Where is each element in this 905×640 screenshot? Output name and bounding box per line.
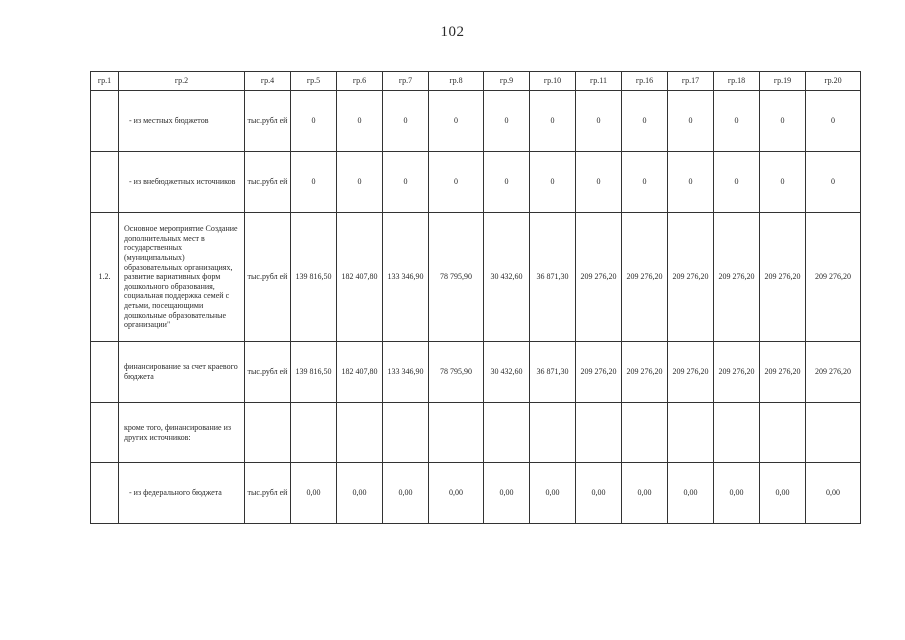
value-cell: 0 bbox=[668, 91, 714, 152]
header-cell: гр.18 bbox=[714, 72, 760, 91]
value-cell: 0,00 bbox=[714, 463, 760, 524]
table-row bbox=[91, 342, 861, 403]
value-cell: 0,00 bbox=[806, 463, 861, 524]
value-cell: 0 bbox=[530, 152, 576, 213]
value-cell: 36 871,30 bbox=[530, 213, 576, 342]
value-cell: 209 276,20 bbox=[668, 342, 714, 403]
value-cell: 0 bbox=[530, 91, 576, 152]
value-cell: 0 bbox=[806, 152, 861, 213]
row-unit: тыс.рубл ей bbox=[245, 152, 291, 213]
value-cell: 0 bbox=[383, 91, 429, 152]
value-cell: 0,00 bbox=[576, 463, 622, 524]
row-description: - из федерального бюджета bbox=[119, 463, 245, 524]
header-cell: гр.11 bbox=[576, 72, 622, 91]
value-cell: 0,00 bbox=[760, 463, 806, 524]
value-cell bbox=[484, 403, 530, 463]
value-cell: 182 407,80 bbox=[337, 213, 383, 342]
value-cell: 0 bbox=[337, 152, 383, 213]
table-row bbox=[91, 403, 861, 463]
value-cell bbox=[383, 403, 429, 463]
header-cell: гр.10 bbox=[530, 72, 576, 91]
row-number bbox=[91, 403, 119, 463]
value-cell: 0 bbox=[484, 152, 530, 213]
row-description: финансирование за счет краевого бюджета bbox=[119, 342, 245, 403]
value-cell: 0,00 bbox=[484, 463, 530, 524]
header-cell: гр.9 bbox=[484, 72, 530, 91]
value-cell: 0 bbox=[806, 91, 861, 152]
row-unit: тыс.рубл ей bbox=[245, 213, 291, 342]
header-cell: гр.17 bbox=[668, 72, 714, 91]
value-cell: 0 bbox=[714, 91, 760, 152]
header-cell: гр.20 bbox=[806, 72, 861, 91]
value-cell: 30 432,60 bbox=[484, 342, 530, 403]
row-unit bbox=[245, 403, 291, 463]
value-cell: 209 276,20 bbox=[668, 213, 714, 342]
value-cell: 209 276,20 bbox=[760, 342, 806, 403]
value-cell: 209 276,20 bbox=[714, 213, 760, 342]
value-cell: 30 432,60 bbox=[484, 213, 530, 342]
header-cell: гр.1 bbox=[91, 72, 119, 91]
value-cell: 0 bbox=[383, 152, 429, 213]
value-cell: 0 bbox=[337, 91, 383, 152]
value-cell: 139 816,50 bbox=[291, 342, 337, 403]
table-row bbox=[91, 213, 861, 342]
value-cell: 209 276,20 bbox=[760, 213, 806, 342]
row-unit: тыс.рубл ей bbox=[245, 91, 291, 152]
value-cell: 0 bbox=[760, 152, 806, 213]
value-cell: 0,00 bbox=[383, 463, 429, 524]
value-cell: 0 bbox=[291, 91, 337, 152]
header-cell: гр.16 bbox=[622, 72, 668, 91]
value-cell: 0,00 bbox=[530, 463, 576, 524]
header-cell: гр.4 bbox=[245, 72, 291, 91]
row-number bbox=[91, 463, 119, 524]
value-cell: 0 bbox=[484, 91, 530, 152]
value-cell: 209 276,20 bbox=[714, 342, 760, 403]
value-cell: 209 276,20 bbox=[806, 342, 861, 403]
table-row bbox=[91, 463, 861, 524]
value-cell: 0 bbox=[622, 91, 668, 152]
value-cell: 0 bbox=[668, 152, 714, 213]
header-cell: гр.7 bbox=[383, 72, 429, 91]
value-cell: 133 346,90 bbox=[383, 213, 429, 342]
value-cell: 139 816,50 bbox=[291, 213, 337, 342]
value-cell bbox=[429, 403, 484, 463]
value-cell: 209 276,20 bbox=[576, 342, 622, 403]
value-cell: 0 bbox=[576, 91, 622, 152]
header-cell: гр.8 bbox=[429, 72, 484, 91]
row-number bbox=[91, 91, 119, 152]
value-cell bbox=[337, 403, 383, 463]
value-cell: 0,00 bbox=[291, 463, 337, 524]
value-cell bbox=[530, 403, 576, 463]
header-cell: гр.5 bbox=[291, 72, 337, 91]
value-cell: 0 bbox=[576, 152, 622, 213]
budget-table bbox=[90, 71, 861, 524]
value-cell: 0 bbox=[429, 91, 484, 152]
value-cell: 133 346,90 bbox=[383, 342, 429, 403]
value-cell: 209 276,20 bbox=[806, 213, 861, 342]
row-description: - из внебюджетных источников bbox=[119, 152, 245, 213]
header-cell: гр.6 bbox=[337, 72, 383, 91]
header-cell: гр.2 bbox=[119, 72, 245, 91]
row-number bbox=[91, 342, 119, 403]
value-cell bbox=[668, 403, 714, 463]
header-cell: гр.19 bbox=[760, 72, 806, 91]
row-unit: тыс.рубл ей bbox=[245, 463, 291, 524]
value-cell: 0 bbox=[622, 152, 668, 213]
value-cell: 0,00 bbox=[668, 463, 714, 524]
value-cell: 209 276,20 bbox=[622, 342, 668, 403]
value-cell: 209 276,20 bbox=[576, 213, 622, 342]
value-cell bbox=[576, 403, 622, 463]
value-cell bbox=[622, 403, 668, 463]
value-cell: 78 795,90 bbox=[429, 213, 484, 342]
value-cell: 0,00 bbox=[337, 463, 383, 524]
row-unit: тыс.рубл ей bbox=[245, 342, 291, 403]
row-number bbox=[91, 152, 119, 213]
value-cell: 0,00 bbox=[429, 463, 484, 524]
value-cell bbox=[760, 403, 806, 463]
row-number: 1.2. bbox=[91, 213, 119, 342]
value-cell: 0 bbox=[429, 152, 484, 213]
value-cell: 182 407,80 bbox=[337, 342, 383, 403]
value-cell bbox=[291, 403, 337, 463]
row-description: Основное мероприятие Создание дополнительных мест в государственных (муниципальных) образовательных организациях, развитие вариативных форм дошкольного образования, социальная поддержка семей с детьми, посещающими дошкольные образовательные организации" bbox=[119, 213, 245, 342]
value-cell: 0 bbox=[760, 91, 806, 152]
value-cell: 78 795,90 bbox=[429, 342, 484, 403]
row-description: - из местных бюджетов bbox=[119, 91, 245, 152]
value-cell bbox=[806, 403, 861, 463]
value-cell: 0 bbox=[291, 152, 337, 213]
row-description: кроме того, финансирование из других источников: bbox=[119, 403, 245, 463]
value-cell: 0 bbox=[714, 152, 760, 213]
table-row bbox=[91, 91, 861, 152]
page-number: 102 bbox=[440, 24, 465, 40]
value-cell: 209 276,20 bbox=[622, 213, 668, 342]
header-row bbox=[91, 72, 861, 91]
value-cell: 0,00 bbox=[622, 463, 668, 524]
value-cell bbox=[714, 403, 760, 463]
table-row bbox=[91, 152, 861, 213]
value-cell: 36 871,30 bbox=[530, 342, 576, 403]
